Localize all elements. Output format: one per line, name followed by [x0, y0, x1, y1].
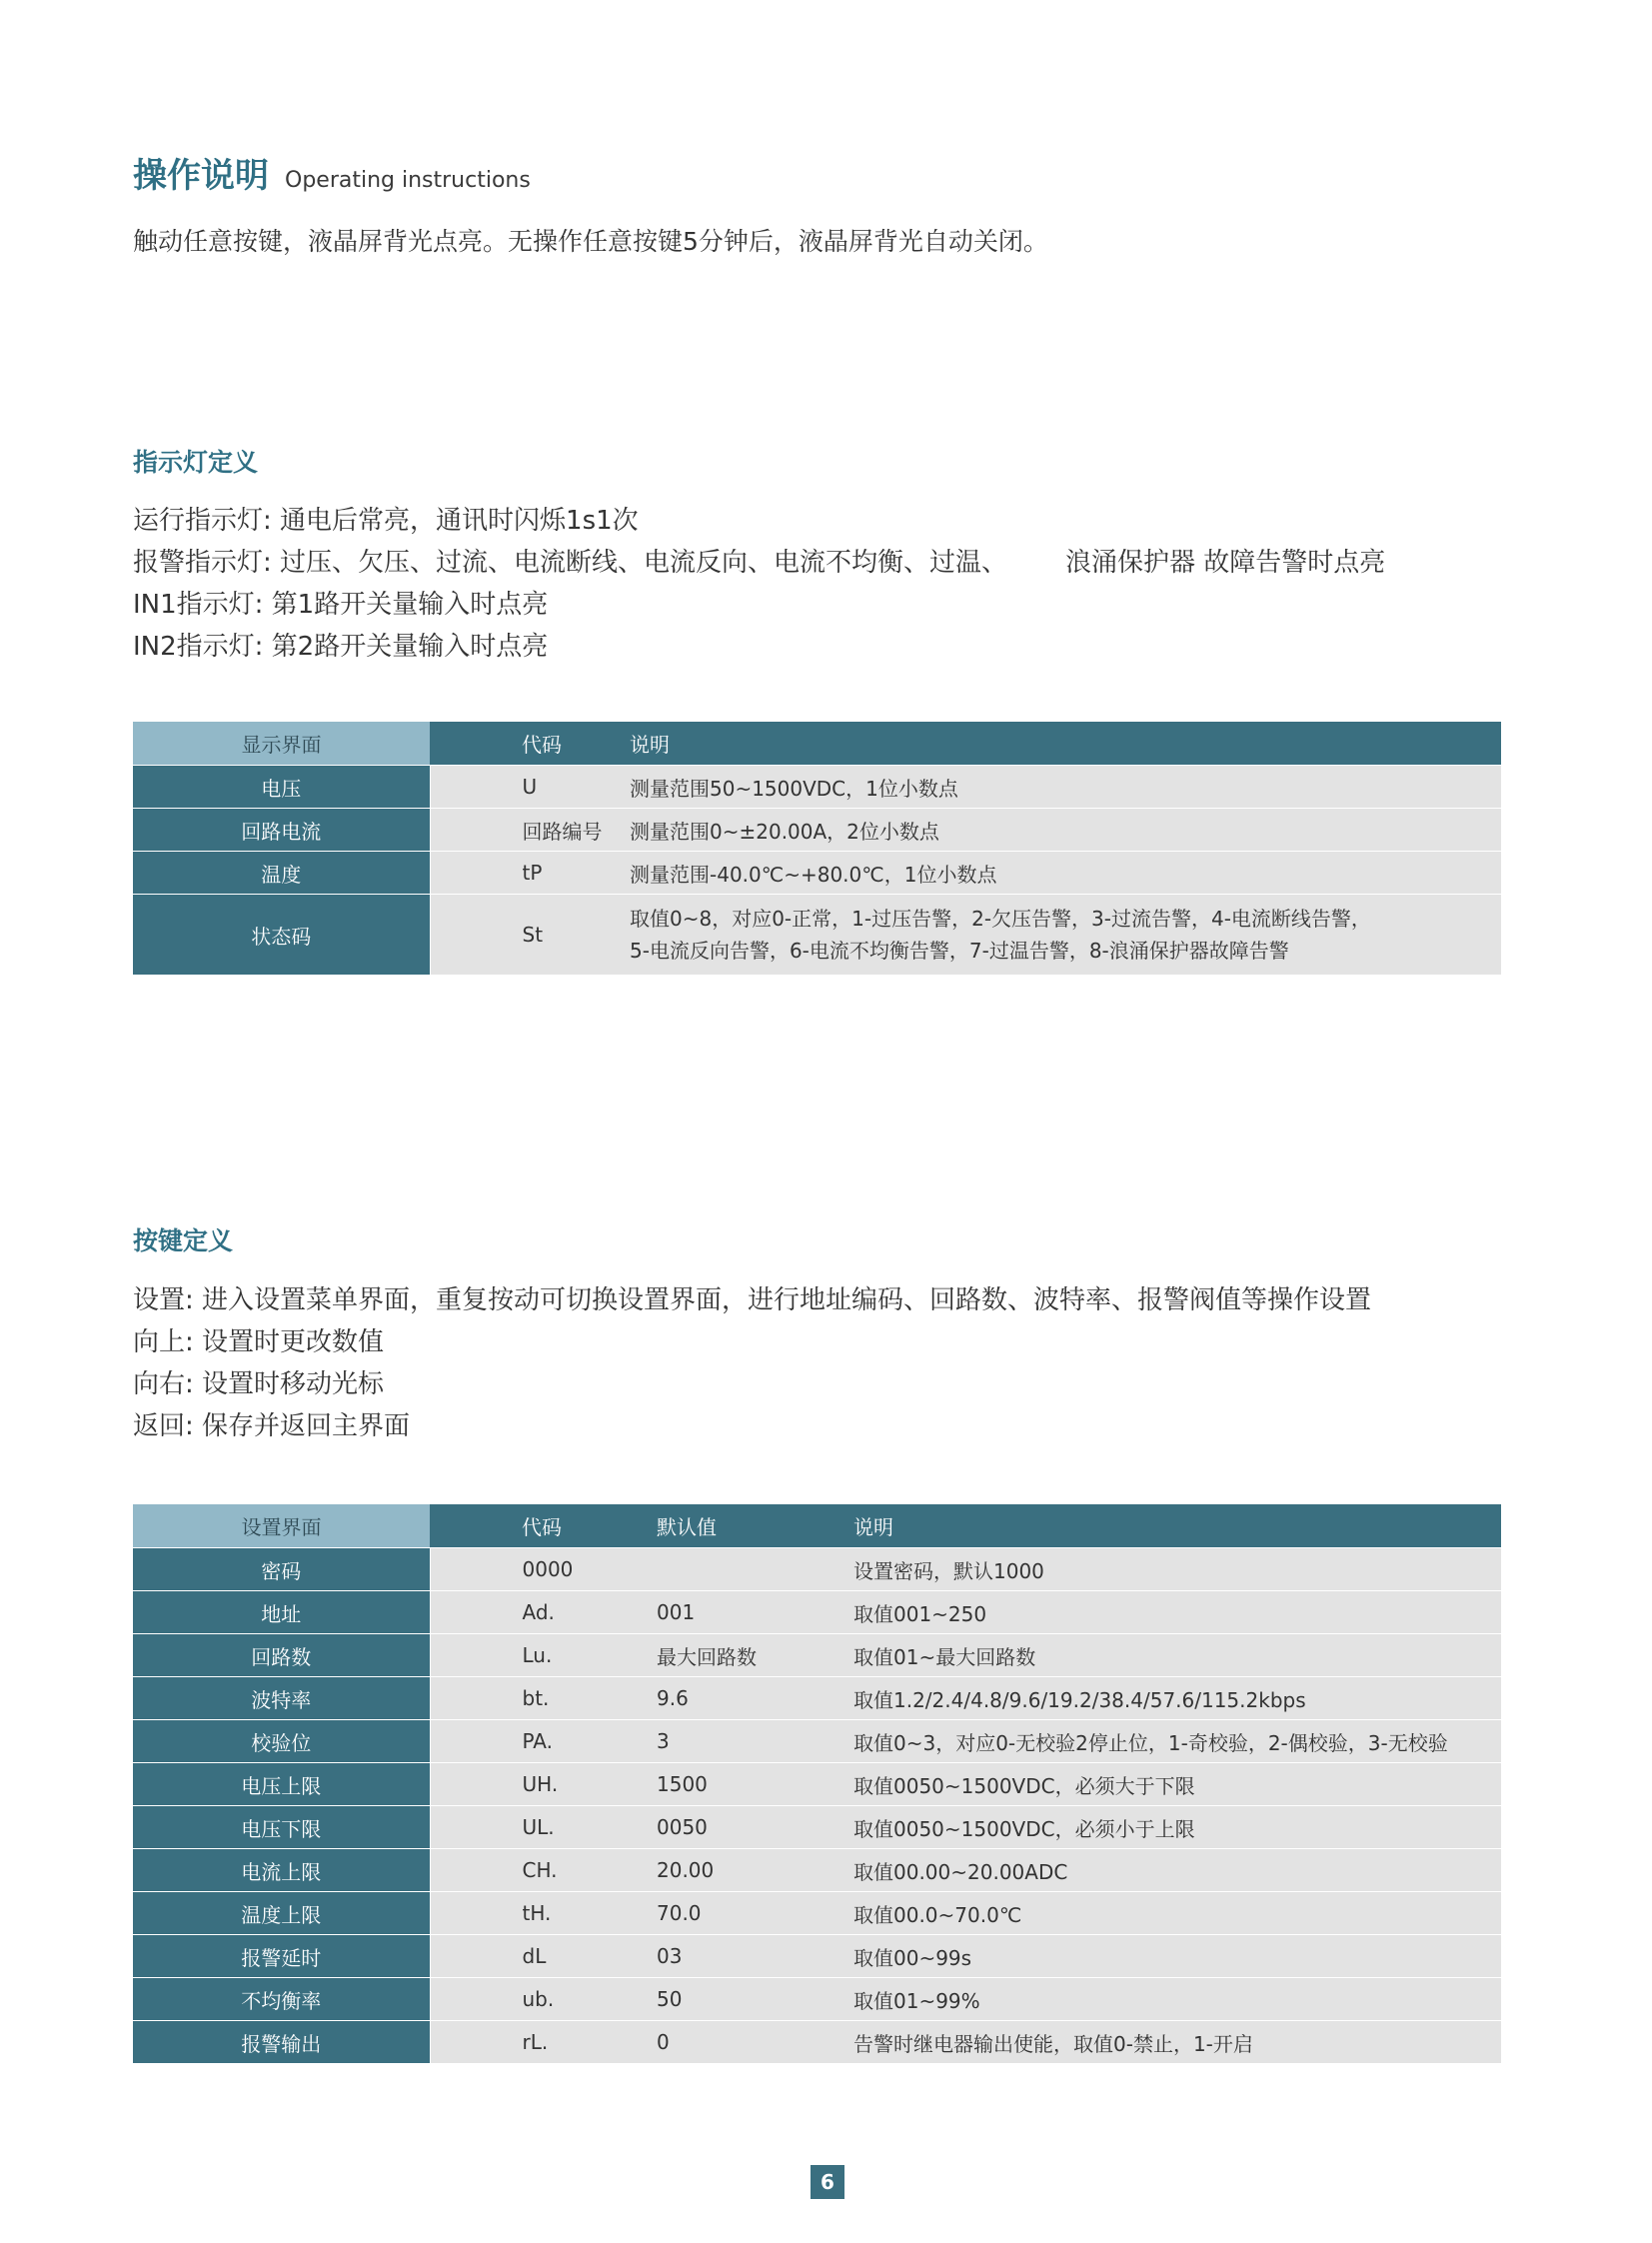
page-title: 操作说明: [133, 156, 269, 196]
row-desc: 取值01~最大回路数: [853, 1634, 1501, 1677]
row-default: 70.0: [657, 1892, 853, 1935]
indicator-line: 运行指示灯: 通电后常亮，通讯时闪烁1s1次: [133, 506, 639, 536]
row-default: 50: [657, 1978, 853, 2021]
row-desc: 取值01~99%: [853, 1978, 1501, 2021]
row-desc: 取值001~250: [853, 1591, 1501, 1634]
row-desc: 设置密码，默认1000: [853, 1548, 1501, 1591]
table-row: [133, 1763, 1501, 1806]
table-row: [133, 1892, 1501, 1935]
table-row: [133, 809, 1501, 852]
row-label: 温度: [133, 852, 430, 895]
row-label: 回路数: [133, 1634, 430, 1677]
table-row: [133, 852, 1501, 895]
page-header: [133, 148, 531, 197]
page-subtitle: Operating instructions: [285, 168, 531, 193]
table-row: [133, 1677, 1501, 1720]
row-label: 电压上限: [133, 1763, 430, 1806]
row-desc: 测量范围50~1500VDC，1位小数点: [630, 766, 1501, 809]
row-desc: 取值00.0~70.0℃: [853, 1892, 1501, 1935]
row-code: PA.: [430, 1720, 657, 1763]
table-header-row: [133, 722, 1501, 766]
table-header: 代码: [430, 1504, 657, 1548]
key-line: 向上: 设置时更改数值: [133, 1327, 385, 1357]
row-desc: 取值0050~1500VDC，必须小于上限: [853, 1806, 1501, 1849]
indicator-line: IN1指示灯: 第1路开关量输入时点亮: [133, 590, 549, 620]
key-line: 设置: 进入设置菜单界面，重复按动可切换设置界面，进行地址编码、回路数、波特率、报警阀值等操作设置: [133, 1285, 1372, 1315]
row-code: tH.: [430, 1892, 657, 1935]
row-code: dL: [430, 1935, 657, 1978]
table-header: 默认值: [657, 1504, 853, 1548]
row-default: 最大回路数: [657, 1634, 853, 1677]
table-row: [133, 1634, 1501, 1677]
row-label: 报警延时: [133, 1935, 430, 1978]
row-code: tP: [430, 852, 630, 895]
indicators-title: 指示灯定义: [133, 448, 259, 477]
row-label: 电压下限: [133, 1806, 430, 1849]
row-code: 回路编号: [430, 809, 630, 852]
row-code: 0000: [430, 1548, 657, 1591]
row-default: 001: [657, 1591, 853, 1634]
row-code: U: [430, 766, 630, 809]
table-header: 说明: [630, 722, 1501, 766]
row-label: 密码: [133, 1548, 430, 1591]
row-default: 0: [657, 2021, 853, 2064]
row-desc: 取值0~3，对应0-无校验2停止位，1-奇校验，2-偶校验，3-无校验: [853, 1720, 1501, 1763]
table-row: [133, 766, 1501, 809]
row-default: 3: [657, 1720, 853, 1763]
table-row: [133, 1548, 1501, 1591]
row-label: 波特率: [133, 1677, 430, 1720]
row-label: 状态码: [133, 895, 430, 976]
row-label: 报警输出: [133, 2021, 430, 2064]
row-label: 电流上限: [133, 1849, 430, 1892]
table-row: [133, 1849, 1501, 1892]
table-header: 显示界面: [133, 722, 430, 766]
row-label: 回路电流: [133, 809, 430, 852]
display-table: [133, 722, 1501, 976]
row-default: [657, 1548, 853, 1591]
row-code: St: [430, 895, 630, 976]
row-code: rL.: [430, 2021, 657, 2064]
intro-text: 触动任意按键，液晶屏背光点亮。无操作任意按键5分钟后，液晶屏背光自动关闭。: [133, 227, 1048, 256]
row-desc: 取值1.2/2.4/4.8/9.6/19.2/38.4/57.6/115.2kbps: [853, 1677, 1501, 1720]
row-default: 0050: [657, 1806, 853, 1849]
row-default: 1500: [657, 1763, 853, 1806]
settings-table: [133, 1504, 1501, 2064]
row-code: CH.: [430, 1849, 657, 1892]
row-desc: [630, 895, 1501, 976]
row-desc: 测量范围-40.0℃~+80.0℃，1位小数点: [630, 852, 1501, 895]
row-code: ub.: [430, 1978, 657, 2021]
table-row: [133, 1806, 1501, 1849]
table-row: [133, 1720, 1501, 1763]
indicators-list: [133, 500, 1385, 668]
row-label: 不均衡率: [133, 1978, 430, 2021]
row-label: 温度上限: [133, 1892, 430, 1935]
row-code: bt.: [430, 1677, 657, 1720]
row-desc: 取值00.00~20.00ADC: [853, 1849, 1501, 1892]
row-code: UH.: [430, 1763, 657, 1806]
indicator-line: 报警指示灯: 过压、欠压、过流、电流断线、电流反向、电流不均衡、过温、 浪涌保护器 故障告警时点亮: [133, 548, 1386, 578]
row-label: 校验位: [133, 1720, 430, 1763]
table-header: 设置界面: [133, 1504, 430, 1548]
row-code: Lu.: [430, 1634, 657, 1677]
row-label: 电压: [133, 766, 430, 809]
row-default: 9.6: [657, 1677, 853, 1720]
table-row: [133, 2021, 1501, 2064]
row-default: 03: [657, 1935, 853, 1978]
row-desc: 取值00~99s: [853, 1935, 1501, 1978]
table-header: 代码: [430, 722, 630, 766]
row-label: 地址: [133, 1591, 430, 1634]
row-code: UL.: [430, 1806, 657, 1849]
table-row: [133, 1935, 1501, 1978]
key-line: 向右: 设置时移动光标: [133, 1369, 385, 1399]
indicator-line: IN2指示灯: 第2路开关量输入时点亮: [133, 632, 549, 662]
page-number: 6: [811, 2165, 844, 2199]
keys-title: 按键定义: [133, 1226, 234, 1255]
row-desc-line: 5-电流反向告警，6-电流不均衡告警，7-过温告警，8-浪涌保护器故障告警: [630, 939, 1289, 963]
row-code: Ad.: [430, 1591, 657, 1634]
table-header-row: [133, 1504, 1501, 1548]
table-row: [133, 1978, 1501, 2021]
keys-list: [133, 1279, 1371, 1447]
table-row: [133, 895, 1501, 976]
row-desc: 告警时继电器输出使能，取值0-禁止，1-开启: [853, 2021, 1501, 2064]
row-default: 20.00: [657, 1849, 853, 1892]
table-row: [133, 1591, 1501, 1634]
row-desc: 取值0050~1500VDC，必须大于下限: [853, 1763, 1501, 1806]
key-line: 返回: 保存并返回主界面: [133, 1411, 411, 1441]
row-desc-line: 取值0~8，对应0-正常，1-过压告警，2-欠压告警，3-过流告警，4-电流断线告警，: [630, 907, 1371, 931]
row-desc: 测量范围0~±20.00A，2位小数点: [630, 809, 1501, 852]
table-header: 说明: [853, 1504, 1501, 1548]
